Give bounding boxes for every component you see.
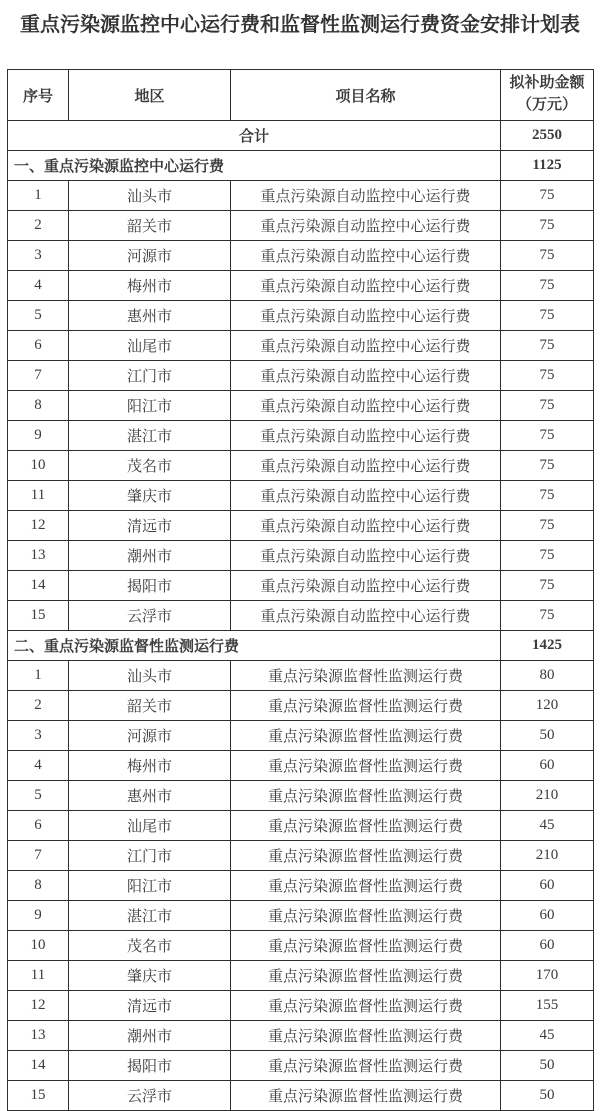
row-project: 重点污染源自动监控中心运行费: [231, 241, 501, 271]
row-region: 阳江市: [69, 391, 231, 421]
row-project: 重点污染源监督性监测运行费: [231, 841, 501, 871]
row-region: 揭阳市: [69, 1051, 231, 1081]
row-amount: 210: [501, 841, 594, 871]
col-header-amount: [501, 70, 594, 121]
row-amount: 75: [501, 451, 594, 481]
row-index: 2: [8, 211, 69, 241]
row-index: 5: [8, 301, 69, 331]
row-amount: 75: [501, 541, 594, 571]
row-project: 重点污染源监督性监测运行费: [231, 691, 501, 721]
row-index: 14: [8, 1051, 69, 1081]
row-amount: 50: [501, 1051, 594, 1081]
row-amount: 75: [501, 301, 594, 331]
table-row: [8, 601, 594, 631]
row-region: 韶关市: [69, 691, 231, 721]
row-index: 10: [8, 931, 69, 961]
row-region: 梅州市: [69, 271, 231, 301]
row-amount: 75: [501, 331, 594, 361]
row-amount: 80: [501, 661, 594, 691]
table-row: [8, 1081, 594, 1111]
row-amount: 75: [501, 361, 594, 391]
table-row: [8, 1051, 594, 1081]
row-project: 重点污染源自动监控中心运行费: [231, 601, 501, 631]
table-row: [8, 271, 594, 301]
row-region: 清远市: [69, 511, 231, 541]
row-region: 汕尾市: [69, 331, 231, 361]
row-amount: 75: [501, 241, 594, 271]
row-amount: 60: [501, 931, 594, 961]
table-row: [8, 871, 594, 901]
row-project: 重点污染源自动监控中心运行费: [231, 331, 501, 361]
row-project: 重点污染源监督性监测运行费: [231, 991, 501, 1021]
row-region: 茂名市: [69, 931, 231, 961]
row-amount: 75: [501, 421, 594, 451]
row-project: 重点污染源自动监控中心运行费: [231, 481, 501, 511]
row-amount: 60: [501, 901, 594, 931]
row-region: 河源市: [69, 241, 231, 271]
row-index: 6: [8, 811, 69, 841]
table-row: [8, 1021, 594, 1051]
table-row: [8, 841, 594, 871]
row-region: 阳江市: [69, 871, 231, 901]
row-amount: 45: [501, 1021, 594, 1051]
row-project: 重点污染源监督性监测运行费: [231, 901, 501, 931]
row-project: 重点污染源自动监控中心运行费: [231, 511, 501, 541]
row-amount: 75: [501, 601, 594, 631]
row-index: 15: [8, 601, 69, 631]
row-index: 4: [8, 751, 69, 781]
row-index: 4: [8, 271, 69, 301]
row-index: 5: [8, 781, 69, 811]
row-project: 重点污染源监督性监测运行费: [231, 781, 501, 811]
row-index: 2: [8, 691, 69, 721]
row-index: 8: [8, 391, 69, 421]
row-region: 潮州市: [69, 1021, 231, 1051]
table-row: [8, 481, 594, 511]
section-header-row: [8, 631, 594, 661]
row-region: 肇庆市: [69, 481, 231, 511]
row-amount: 75: [501, 511, 594, 541]
col-header-index: 序号: [8, 70, 69, 121]
row-amount: 170: [501, 961, 594, 991]
row-project: 重点污染源自动监控中心运行费: [231, 301, 501, 331]
row-amount: 75: [501, 391, 594, 421]
col-header-amount-line2: （万元）: [516, 97, 577, 113]
row-amount: 75: [501, 181, 594, 211]
row-region: 河源市: [69, 721, 231, 751]
table-row: [8, 991, 594, 1021]
table-row: [8, 961, 594, 991]
col-header-region: 地区: [69, 70, 231, 121]
table-row: [8, 901, 594, 931]
row-index: 13: [8, 541, 69, 571]
table-row: [8, 241, 594, 271]
row-region: 汕头市: [69, 181, 231, 211]
section-label: 一、重点污染源监控中心运行费: [8, 151, 501, 181]
col-header-amount-line1: 拟补助金额: [509, 75, 585, 92]
row-region: 潮州市: [69, 541, 231, 571]
row-project: 重点污染源自动监控中心运行费: [231, 571, 501, 601]
row-index: 13: [8, 1021, 69, 1051]
table-row: [8, 211, 594, 241]
row-project: 重点污染源自动监控中心运行费: [231, 541, 501, 571]
table-row: [8, 331, 594, 361]
row-amount: 50: [501, 721, 594, 751]
row-project: 重点污染源自动监控中心运行费: [231, 451, 501, 481]
row-index: 14: [8, 571, 69, 601]
row-project: 重点污染源监督性监测运行费: [231, 661, 501, 691]
table-row: [8, 781, 594, 811]
row-index: 8: [8, 871, 69, 901]
row-region: 江门市: [69, 361, 231, 391]
row-project: 重点污染源自动监控中心运行费: [231, 271, 501, 301]
row-index: 9: [8, 901, 69, 931]
row-index: 7: [8, 361, 69, 391]
row-region: 云浮市: [69, 1081, 231, 1111]
table-row: [8, 391, 594, 421]
table-row: [8, 661, 594, 691]
row-amount: 155: [501, 991, 594, 1021]
row-index: 12: [8, 511, 69, 541]
row-index: 1: [8, 661, 69, 691]
row-index: 10: [8, 451, 69, 481]
row-amount: 75: [501, 271, 594, 301]
row-amount: 60: [501, 871, 594, 901]
row-region: 清远市: [69, 991, 231, 1021]
section-amount: 1425: [501, 631, 594, 661]
row-index: 1: [8, 181, 69, 211]
subsidy-plan-table: [7, 69, 594, 1111]
row-region: 云浮市: [69, 601, 231, 631]
row-project: 重点污染源监督性监测运行费: [231, 751, 501, 781]
row-amount: 60: [501, 751, 594, 781]
row-region: 梅州市: [69, 751, 231, 781]
row-index: 11: [8, 481, 69, 511]
table-row: [8, 541, 594, 571]
row-project: 重点污染源自动监控中心运行费: [231, 361, 501, 391]
row-index: 9: [8, 421, 69, 451]
row-amount: 50: [501, 1081, 594, 1111]
row-region: 肇庆市: [69, 961, 231, 991]
table-row: [8, 931, 594, 961]
row-region: 惠州市: [69, 301, 231, 331]
row-index: 3: [8, 721, 69, 751]
total-row: [8, 121, 594, 151]
table-row: [8, 301, 594, 331]
page-title: 重点污染源监控中心运行费和监督性监测运行费资金安排计划表: [20, 14, 580, 36]
row-project: 重点污染源自动监控中心运行费: [231, 421, 501, 451]
row-index: 15: [8, 1081, 69, 1111]
section-header-row: [8, 151, 594, 181]
row-region: 茂名市: [69, 451, 231, 481]
row-amount: 120: [501, 691, 594, 721]
row-amount: 210: [501, 781, 594, 811]
table-row: [8, 181, 594, 211]
table-row: [8, 451, 594, 481]
row-index: 12: [8, 991, 69, 1021]
row-project: 重点污染源监督性监测运行费: [231, 1021, 501, 1051]
table-row: [8, 361, 594, 391]
row-region: 韶关市: [69, 211, 231, 241]
table-row: [8, 421, 594, 451]
row-project: 重点污染源自动监控中心运行费: [231, 391, 501, 421]
row-index: 7: [8, 841, 69, 871]
row-index: 6: [8, 331, 69, 361]
table-row: [8, 691, 594, 721]
table-row: [8, 811, 594, 841]
row-amount: 75: [501, 211, 594, 241]
total-amount: 2550: [501, 121, 594, 151]
table-row: [8, 751, 594, 781]
row-region: 揭阳市: [69, 571, 231, 601]
table-row: [8, 721, 594, 751]
row-amount: 75: [501, 571, 594, 601]
row-project: 重点污染源监督性监测运行费: [231, 811, 501, 841]
row-region: 惠州市: [69, 781, 231, 811]
row-region: 湛江市: [69, 421, 231, 451]
row-project: 重点污染源自动监控中心运行费: [231, 211, 501, 241]
row-project: 重点污染源监督性监测运行费: [231, 931, 501, 961]
table-body: [8, 121, 594, 1111]
header-row: [8, 70, 594, 121]
row-amount: 45: [501, 811, 594, 841]
row-region: 汕头市: [69, 661, 231, 691]
table-row: [8, 511, 594, 541]
table-header: [8, 70, 594, 121]
table-row: [8, 571, 594, 601]
row-project: 重点污染源监督性监测运行费: [231, 871, 501, 901]
total-label: 合计: [8, 121, 501, 151]
row-project: 重点污染源监督性监测运行费: [231, 1081, 501, 1111]
row-project: 重点污染源监督性监测运行费: [231, 721, 501, 751]
row-region: 湛江市: [69, 901, 231, 931]
row-region: 汕尾市: [69, 811, 231, 841]
row-project: 重点污染源监督性监测运行费: [231, 1051, 501, 1081]
row-amount: 75: [501, 481, 594, 511]
row-index: 3: [8, 241, 69, 271]
row-project: 重点污染源自动监控中心运行费: [231, 181, 501, 211]
row-region: 江门市: [69, 841, 231, 871]
section-amount: 1125: [501, 151, 594, 181]
row-project: 重点污染源监督性监测运行费: [231, 961, 501, 991]
row-index: 11: [8, 961, 69, 991]
section-label: 二、重点污染源监督性监测运行费: [8, 631, 501, 661]
col-header-project: 项目名称: [231, 70, 501, 121]
